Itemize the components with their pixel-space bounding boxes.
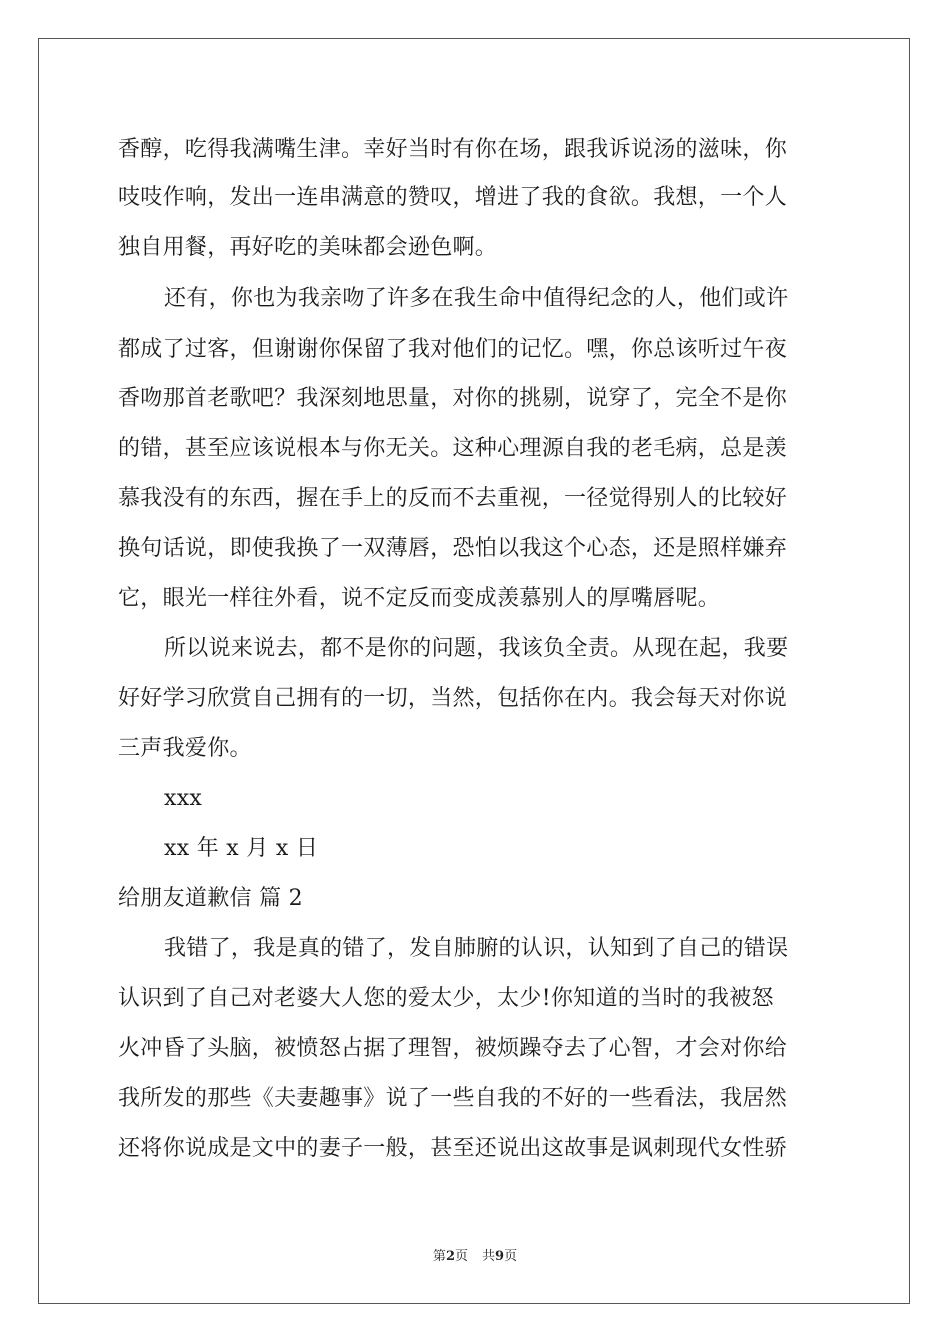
page-border (38, 38, 910, 1304)
body-line: 还有，你也为我亲吻了许多在我生命中值得纪念的人，他们或许 (164, 286, 789, 311)
body-line: 吱吱作响，发出一连串满意的赞叹，增进了我的食欲。我想，一个人 (118, 185, 788, 210)
signature-name: xxx (164, 786, 203, 811)
body-line: 好好学习欣赏自己拥有的一切，当然，包括你在内。我会每天对你说 (118, 686, 788, 711)
body-line: 独自用餐，再好吃的美味都会逊色啊。 (118, 235, 498, 260)
body-line: 香醇，吃得我满嘴生津。幸好当时有你在场，跟我诉说汤的滋味，你 (118, 137, 788, 162)
body-line: 三声我爱你。 (118, 736, 252, 761)
body-line: 认识到了自己对老婆大人您的爱太少，太少!你知道的当时的我被怒 (118, 986, 774, 1011)
page-label-prefix: 第 (432, 1249, 446, 1264)
page-label-suffix: 页 (454, 1249, 468, 1264)
page-footer (0, 1248, 950, 1266)
body-line: 火冲昏了头脑，被愤怒占据了理智，被烦躁夺去了心智，才会对你给 (118, 1036, 788, 1061)
body-line: 换句话说，即使我换了一双薄唇，恐怕以我这个心态，还是照样嫌弃 (118, 536, 788, 561)
body-line: 都成了过客，但谢谢你保留了我对他们的记忆。嘿，你总该听过午夜 (118, 337, 788, 362)
body-line: 我错了，我是真的错了，发自肺腑的认识，认知到了自己的错误 (164, 936, 789, 961)
total-label-prefix: 共 (482, 1249, 496, 1264)
body-line: 还将你说成是文中的妻子一般，甚至还说出这故事是讽刺现代女性骄 (118, 1136, 788, 1161)
total-label-suffix: 页 (504, 1249, 518, 1264)
body-line: 它，眼光一样往外看，说不定反而变成羡慕别人的厚嘴唇呢。 (118, 586, 721, 611)
body-line: 我所发的那些《夫妻趣事》说了一些自我的不好的一些看法，我居然 (118, 1086, 788, 1111)
body-line: 香吻那首老歌吧？我深刻地思量，对你的挑剔，说穿了，完全不是你 (118, 386, 788, 411)
body-line: 慕我没有的东西，握在手上的反而不去重视，一径觉得别人的比较好 (118, 486, 788, 511)
signature-date: xx 年 x 月 x 日 (164, 836, 319, 861)
total-pages: 9 (495, 1249, 505, 1264)
body-line: 所以说来说去，都不是你的问题，我该负全责。从现在起，我要 (164, 636, 789, 661)
body-line: 的错，甚至应该说根本与你无关。这种心理源自我的老毛病，总是羡 (118, 436, 788, 461)
section-heading: 给朋友道歉信 篇 2 (118, 886, 303, 911)
page-number: 2 (445, 1249, 455, 1264)
